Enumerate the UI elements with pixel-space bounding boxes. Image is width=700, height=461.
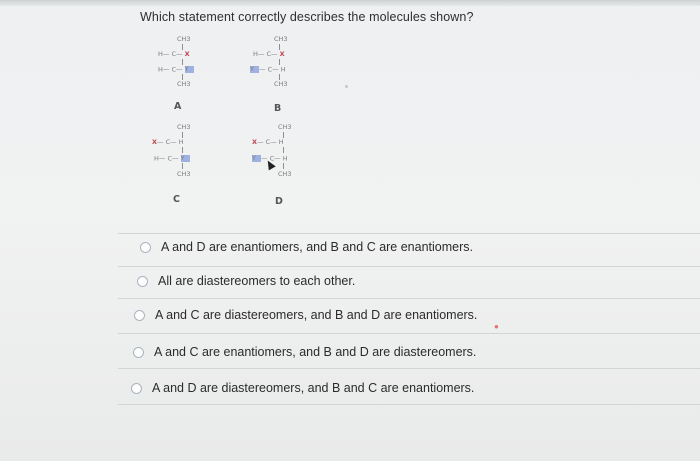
answer-option-label: A and D are diastereomers, and B and C are enantiomers. (152, 381, 475, 395)
answer-option-label: All are diastereomers to each other. (158, 274, 356, 288)
molecule-a-r2-left: H (158, 65, 163, 74)
radio-button-icon[interactable] (134, 310, 145, 321)
molecule-d: CH3 X— C— H Y — C— H CH3 (252, 123, 292, 178)
answer-option-label: A and D are enantiomers, and B and C are enantiomers. (161, 240, 473, 254)
stray-mark-icon: ● (494, 322, 499, 331)
molecule-d-r2-left: Y (252, 155, 261, 162)
molecule-a: CH3 H— C— X H— C— Y CH3 (155, 36, 215, 96)
molecule-d-r1-left: X (252, 138, 258, 146)
answer-option-4[interactable] (133, 343, 476, 361)
answer-option-5[interactable] (131, 379, 474, 397)
molecule-d-r1-center: C (265, 138, 271, 146)
molecule-b-r2-left: Y (250, 66, 259, 73)
radio-button-icon[interactable] (140, 242, 151, 253)
molecule-c-label: C (173, 194, 180, 205)
stray-dot (345, 85, 348, 88)
molecule-d-bottom: CH3 (278, 170, 292, 178)
molecule-b-r2-right: H (280, 65, 286, 74)
divider (118, 368, 700, 369)
molecule-a-r1-center: C (171, 50, 177, 58)
answer-option-label: A and C are diastereomers, and B and D are enantiomers. (155, 308, 478, 322)
answer-option-1[interactable] (140, 238, 473, 256)
molecule-b-r2-center: C (267, 65, 273, 74)
molecule-a-r1-right: X (184, 50, 190, 58)
molecule-a-bottom: CH3 (177, 80, 191, 88)
divider (118, 404, 700, 405)
molecule-a-label: A (174, 101, 182, 112)
molecule-b-r1-center: C (266, 50, 272, 58)
radio-button-icon[interactable] (131, 383, 142, 394)
molecule-c-r1-right: H (178, 138, 184, 146)
molecule-b: CH3 H— C— X Y — C— H CH3 (250, 35, 288, 88)
molecule-c-top: CH3 (177, 123, 191, 131)
molecule-c-r2-right: Y (181, 155, 190, 162)
answer-option-2[interactable] (137, 272, 355, 290)
divider (118, 298, 700, 299)
molecule-d-top: CH3 (278, 123, 292, 131)
molecule-b-top: CH3 (274, 35, 288, 43)
molecule-a-r1-left: H (158, 50, 163, 58)
divider (118, 233, 700, 234)
molecule-c-bottom: CH3 (177, 170, 191, 178)
molecule-c-r1-left: X (152, 138, 158, 146)
molecule-c-r2-center: C (167, 154, 173, 163)
answer-option-label: A and C are enantiomers, and B and D are diastereomers. (154, 345, 477, 359)
molecule-c: CH3 X— C— H H— C— Y CH3 (152, 123, 191, 178)
molecule-d-r2-right: H (282, 154, 288, 163)
molecule-d-r1-right: H (278, 138, 284, 146)
radio-button-icon[interactable] (133, 347, 144, 358)
radio-button-icon[interactable] (137, 276, 148, 287)
molecule-b-label: B (274, 103, 282, 114)
molecule-c-r1-center: C (165, 138, 171, 146)
molecule-a-top: CH3 (177, 35, 191, 43)
divider (118, 266, 700, 267)
molecule-b-r1-left: H (253, 50, 258, 58)
top-bar (0, 0, 700, 6)
molecule-a-r2-right: Y (185, 66, 194, 73)
molecule-c-r2-left: H (154, 154, 159, 163)
molecule-a-r2-center: C (171, 65, 177, 74)
divider (118, 333, 700, 334)
molecule-b-r1-right: X (279, 50, 285, 58)
molecule-d-label: D (275, 196, 283, 207)
molecule-b-bottom: CH3 (274, 80, 288, 88)
molecule-d-r2-center: C (269, 154, 275, 163)
question-text: Which statement correctly describes the molecules shown? (140, 10, 474, 24)
answer-option-3[interactable] (134, 306, 477, 324)
